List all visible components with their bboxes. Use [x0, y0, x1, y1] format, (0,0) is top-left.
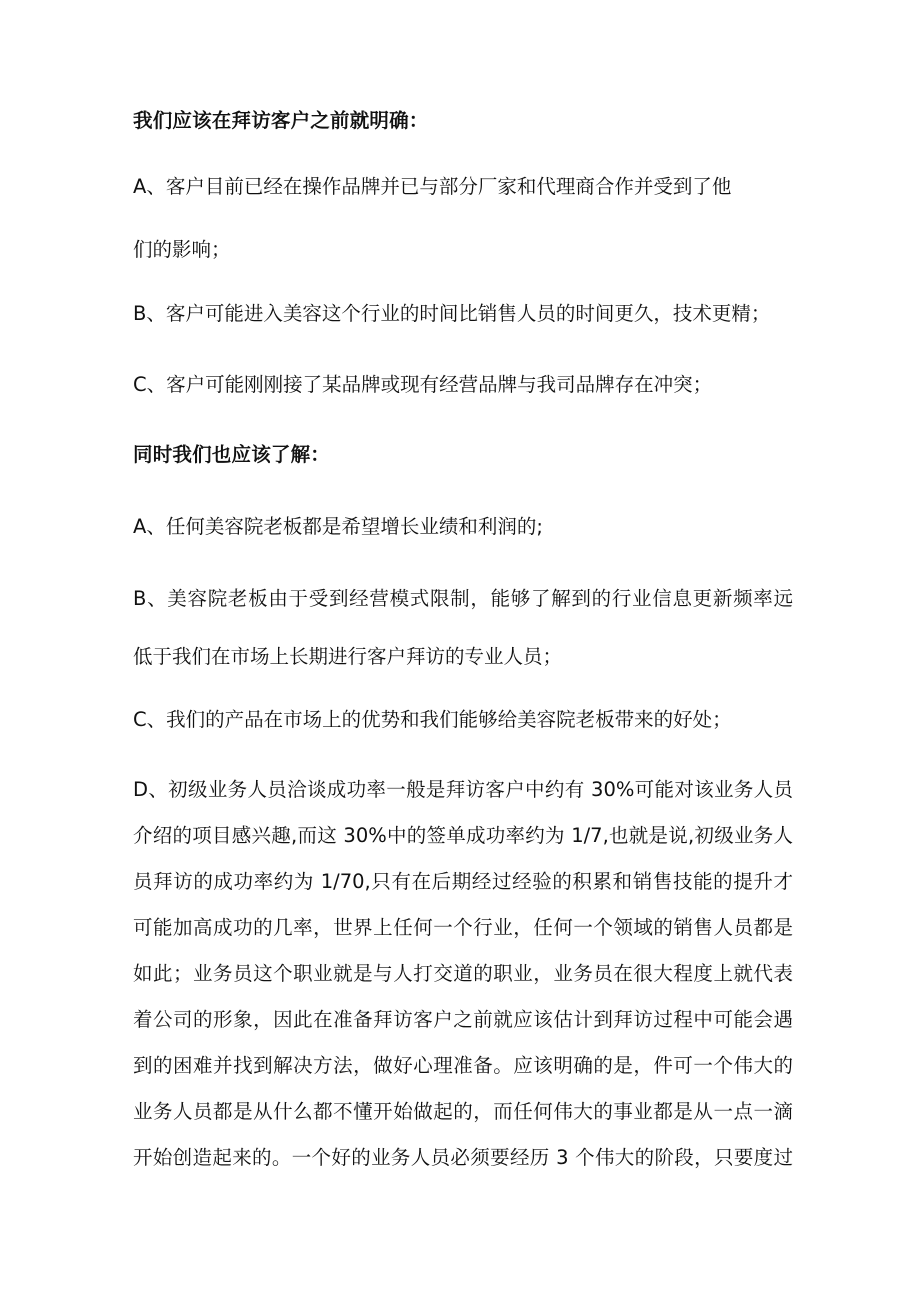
paragraph-item-c-2	[133, 705, 798, 735]
heading-also-know: 同时我们也应该了解：	[133, 443, 331, 466]
text-line: 介绍的项目感兴趣,而这 30%中的签单成功率约为 1/7,也就是说,初级业务人	[133, 824, 793, 847]
text-line: 到的困难并找到解决方法，做好心理准备。应该明确的是，件可一个伟大的	[133, 1054, 793, 1077]
heading-before-visit: 我们应该在拜访客户之前就明确：	[133, 109, 429, 132]
text-line: 可能加高成功的几率，世界上任何一个行业，任何一个领域的销售人员都是	[133, 916, 793, 939]
text-line: 开始创造起来的。一个好的业务人员必须要经历 3 个伟大的阶段，只要度过	[133, 1146, 793, 1169]
text-line: B、美容院老板由于受到经营模式限制，能够了解到的行业信息更新频率远	[133, 587, 793, 610]
paragraph-item-d	[133, 775, 798, 1173]
paragraph-item-b-2	[133, 584, 798, 672]
text-line: A、任何美容院老板都是希望增长业绩和利润的;	[133, 515, 543, 538]
text-line: B、客户可能进入美容这个行业的时间比销售人员的时间更久，技术更精；	[133, 302, 771, 325]
text-line: D、初级业务人员洽谈成功率一般是拜访客户中约有 30%可能对该业务人员	[133, 778, 793, 801]
text-line: 如此；业务员这个职业就是与人打交道的职业，业务员在很大程度上就代表	[133, 962, 793, 985]
text-line: 们的影响；	[133, 238, 231, 261]
text-line: A、客户目前已经在操作品牌并已与部分厂家和代理商合作并受到了他	[133, 175, 732, 198]
text-line: 员拜访的成功率约为 1/70,只有在后期经过经验的积累和销售技能的提升才	[133, 870, 793, 893]
text-line: C、我们的产品在市场上的优势和我们能够给美容院老板带来的好处；	[133, 708, 732, 731]
paragraph-item-a	[133, 172, 798, 265]
text-line: 着公司的形象，因此在准备拜访客户之前就应该估计到拜访过程中可能会遇	[133, 1008, 793, 1031]
text-line: 低于我们在市场上长期进行客户拜访的专业人员；	[133, 645, 563, 668]
text-line: C、客户可能刚刚接了某品牌或现有经营品牌与我司品牌存在冲突；	[133, 373, 713, 396]
paragraph-item-c	[133, 370, 798, 400]
text-line: 业务人员都是从什么都不懂开始做起的，而任何伟大的事业都是从一点一滴	[133, 1100, 793, 1123]
paragraph-item-a-2	[133, 512, 798, 542]
paragraph-item-b	[133, 299, 798, 329]
